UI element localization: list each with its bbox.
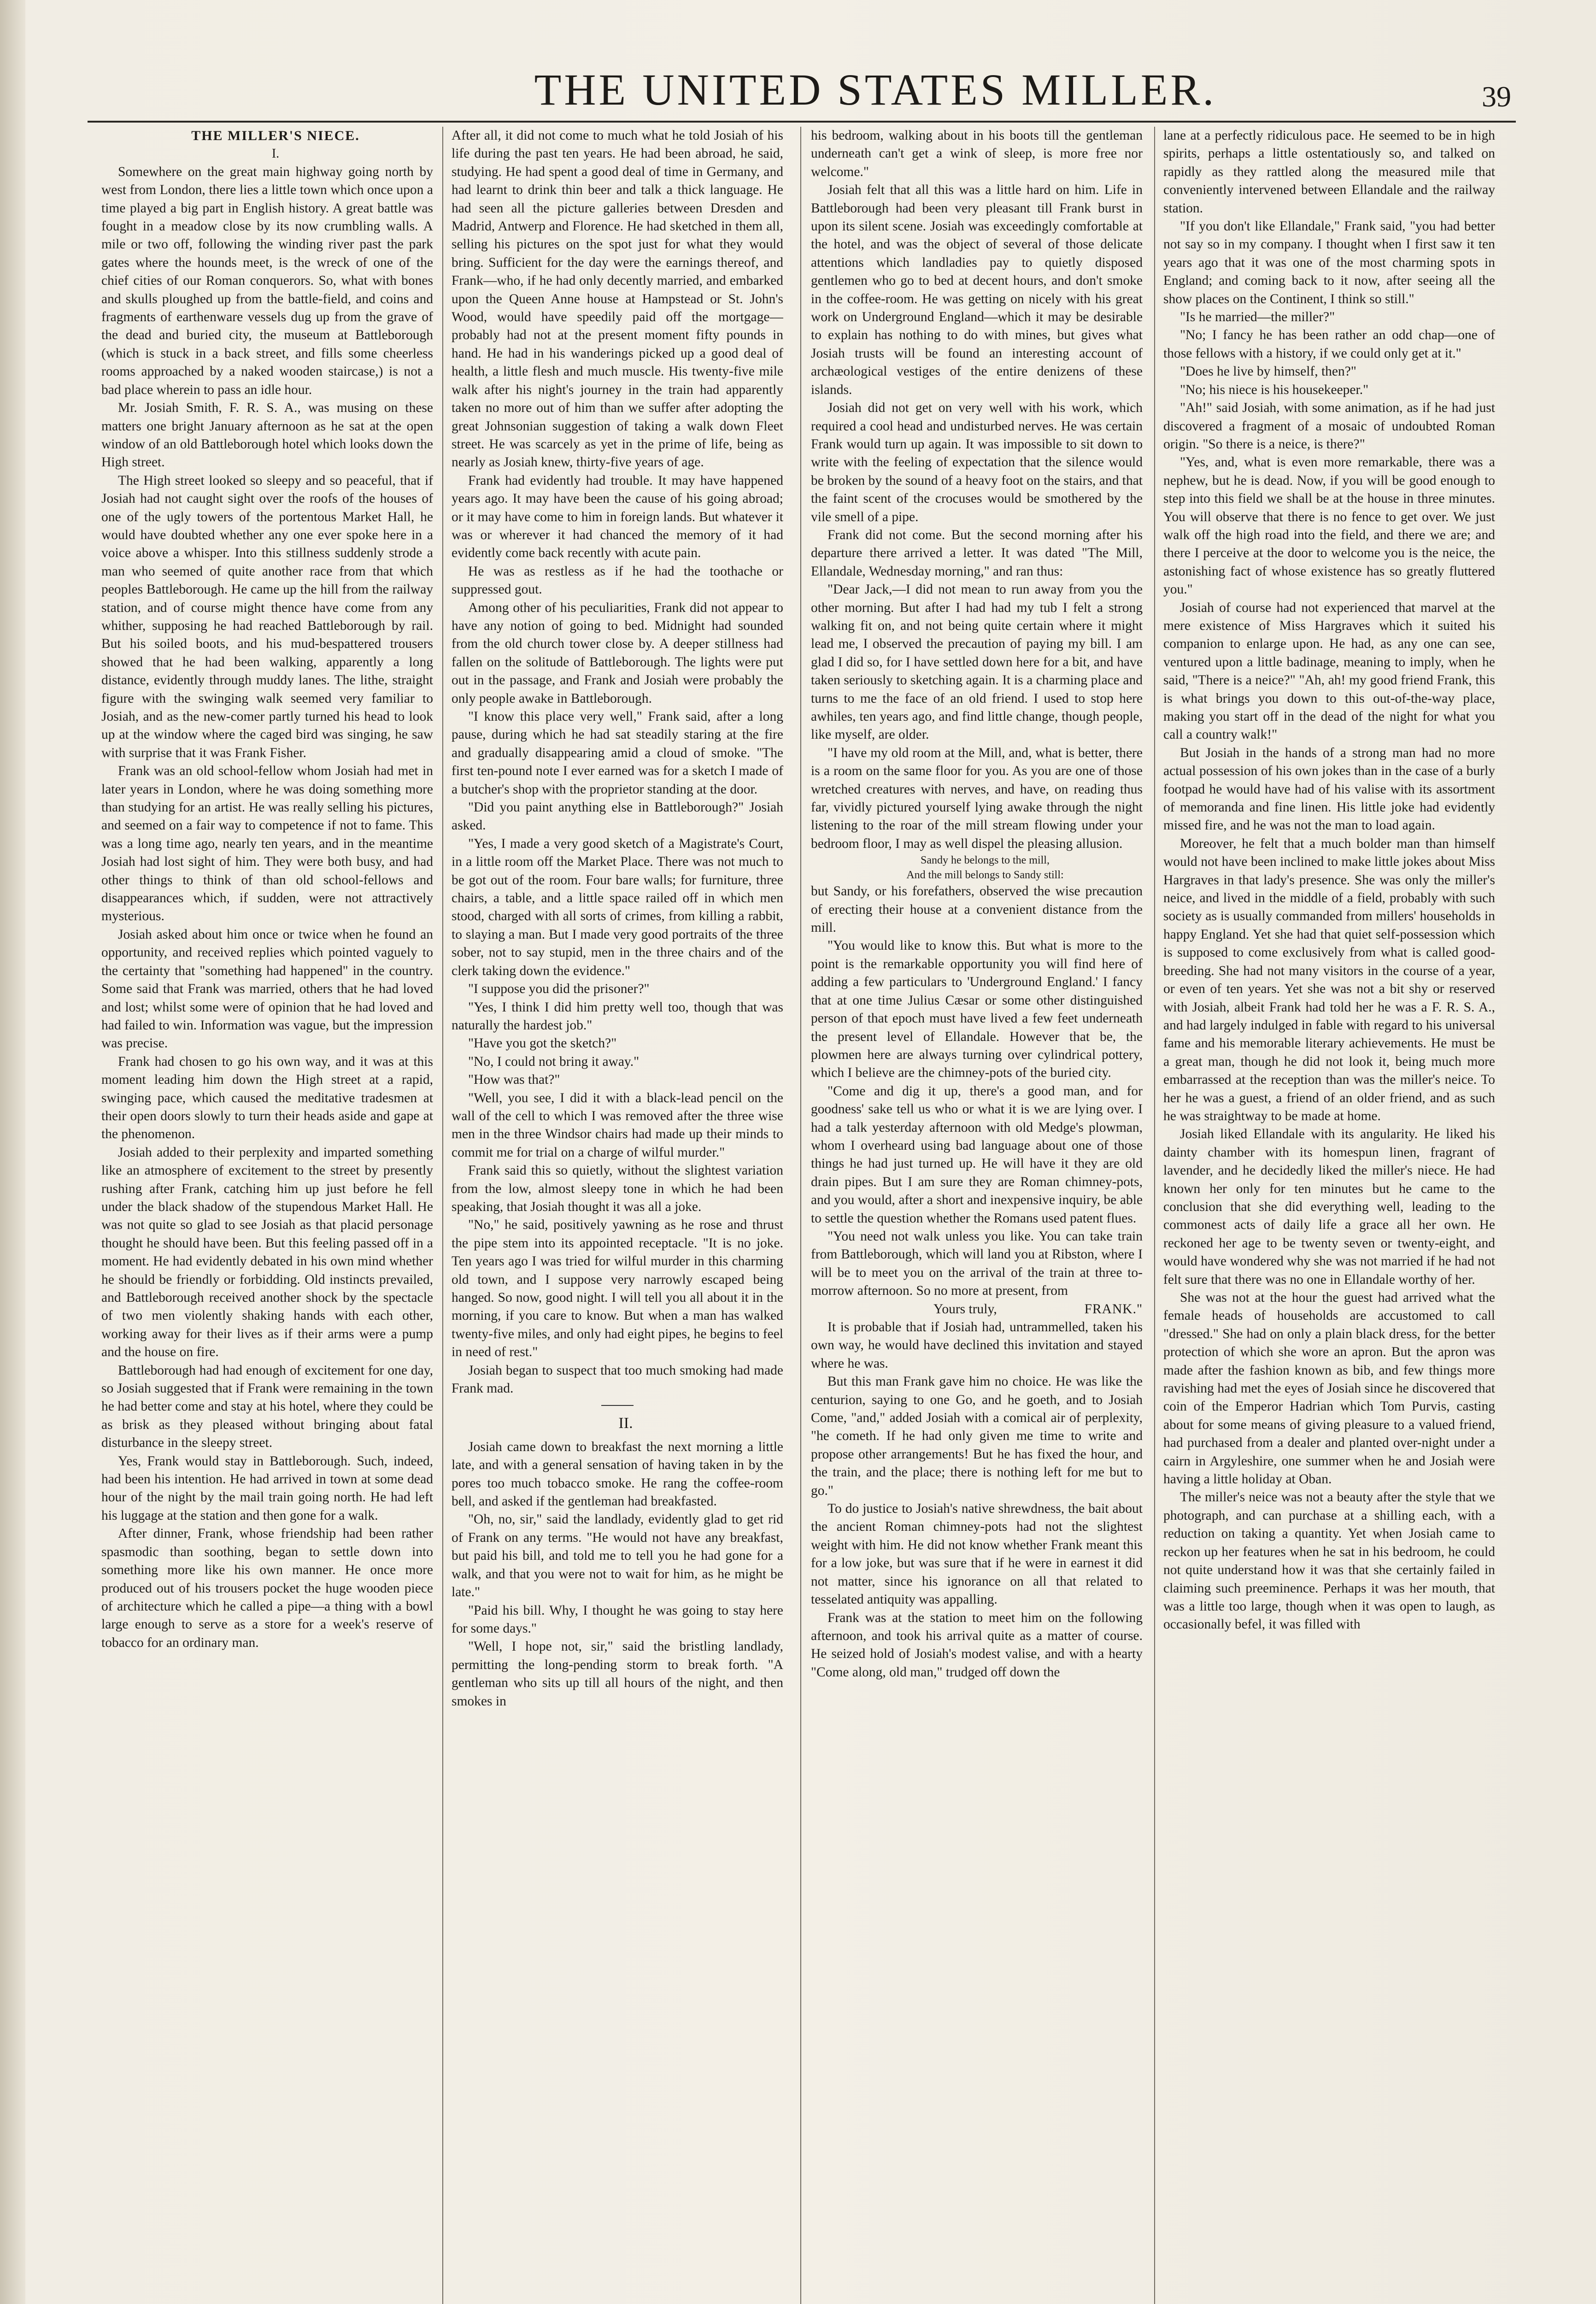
article-paragraph: "No; I fancy he has been rather an odd chap—one of those fellows with a history, if we could only get at it." [1163, 328, 1495, 361]
article-paragraph: "Did you paint anything else in Battleborough?" Josiah asked. [452, 800, 783, 833]
header-rule [88, 121, 1516, 123]
article-paragraph: "You would like to know this. But what is more to the point is the remarkable opportunity you will find here of adding a few particulars to 'Underground England.' I fancy that at one time Julius Cæsar or some other distinguished person of that epoch must have lived a few feet underneath the present level of Ellandale. However that be, the plowmen here are always turning over cylindrical pottery, which I believe are the chimney-pots of the buried city. [811, 938, 1143, 1081]
article-paragraph: Frank had chosen to go his own way, and it was at this moment leading him down the High street at a rapid, swinging pace, which caused the meditative tradesmen at their open doors slowly to turn their heads aside and gape at the phenomenon. [101, 1054, 433, 1142]
column-divider [800, 127, 801, 2304]
signoff-name: FRANK." [1084, 1301, 1143, 1317]
section-number-one: I. [271, 147, 280, 161]
article-paragraph: "No," he said, positively yawning as he rose and thrust the pipe stem into its appointed receptacle. "It is no joke. Ten years ago I was tried for wilful murder in this charming old town, and I suppose very narrowly escaped being hanged. So now, good night. I will tell you all about it in the morning, if you care to know. But when a man has walked twenty-five miles, and only had eight pipes, he begins to feel in need of rest." [452, 1217, 783, 1360]
article-paragraph: "You need not walk unless you like. You can take train from Battleborough, which will land you at Ribston, where I will be to meet you on the arrival of the train at three to-morrow afternoon. So no more at present, from [811, 1228, 1143, 1299]
article-paragraph: But this man Frank gave him no choice. He was like the centurion, saying to one Go, and he goeth, and to Josiah Come, "and," added Josiah with a comical air of perplexity, "he cometh. If he had only given me time to write and propose other arrangements! But he has fixed the hour, and the train, and the place; there is nothing left for me but to go." [811, 1374, 1143, 1498]
article-paragraph: Mr. Josiah Smith, F. R. S. A., was musing on these matters one bright January afternoon as he sat at the open window of an old Battleborough hotel which looks down the High street. [101, 400, 433, 470]
letter-signoff [811, 1300, 1143, 1318]
article-paragraph: Battleborough had had enough of excitement for one day, so Josiah suggested that if Frank were remaining in the town he had better come and stay at his hotel, where they could be as brisk as they pleased without bringing about fatal disturbance in the sleepy street. [101, 1363, 433, 1451]
article-paragraph: "Is he married—the miller?" [1180, 310, 1335, 325]
article-paragraph: "I know this place very well," Frank said, after a long pause, during which he had sat steadily staring at the fire and gradually disappearing amid a cloud of smoke. "The first ten-pound note I ever earned was for a sketch I made of a butcher's shop with the proprietor standing at the door. [452, 709, 783, 797]
article-paragraph: It is probable that if Josiah had, untrammelled, taken his own way, he would have declined this invitation and stayed where he was. [811, 1320, 1143, 1371]
article-paragraph: To do justice to Josiah's native shrewdness, the bait about the ancient Roman chimney-pots had not the slightest weight with him. He did not know whether Frank meant this for a low joke, but was sure that if he were in earnest it did not matter, since his ignorance on all that related to tesselated antiquity was appalling. [811, 1501, 1143, 1607]
article-paragraph: Frank was at the station to meet him on the following afternoon, and took his arrival quite as a matter of course. He seized hold of Josiah's modest valise, and with a hearty "Come along, old man," trudged off down the [811, 1610, 1143, 1680]
article-paragraph: But Josiah in the hands of a strong man had no more actual possession of his own jokes than in the case of a burly footpad he would have had of his valise with its assortment of memoranda and fine linen. His little joke had evidently missed fire, and he was not the man to load again. [1163, 745, 1495, 833]
column-divider [442, 127, 443, 2304]
section-number-two: II. [618, 1415, 633, 1432]
article-paragraph: Among other of his peculiarities, Frank did not appear to have any notion of going to bed. Midnight had sounded from the old church tower close by. A deeper stillness had fallen on the solitude of Battleborough. The lights were put out in the passage, and Frank and Josiah were probably the only people awake in Battleborough. [452, 600, 783, 706]
column-divider [1154, 127, 1155, 2304]
article-paragraph: Yes, Frank would stay in Battleborough. Such, indeed, had been his intention. He had arrived in town at some dead hour of the night by the mail train going north. He had left his luggage at the station and then gone for a walk. [101, 1453, 433, 1523]
article-paragraph: "Well, you see, I did it with a black-lead pencil on the wall of the cell to which I was removed after the three wise men in the three Windsor chairs had made up their minds to commit me for trial on a charge of wilful murder." [452, 1090, 783, 1160]
article-paragraph: Frank had evidently had trouble. It may have happened years ago. It may have been the cause of his going abroad; or it may have come to him in foreign lands. But whatever it was or wherever it had chanced the memory of it had evidently come back recently with acute pain. [452, 473, 783, 561]
article-paragraph: "Yes, and, what is even more remarkable, there was a nephew, but he is dead. Now, if you will be good enough to step into this field we shall be at the house in three minutes. You will observe that there is no fence to get over. We just walk off the high road into the field, and there we are; and there I perceive at the door to welcome you is the neice, the astonishing fact of whose existence has so greatly fluttered you." [1163, 455, 1495, 597]
column-1 [101, 127, 433, 2304]
article-paragraph: The miller's neice was not a beauty after the style that we photograph, and can purchase at a shilling each, with a reduction on taking a quantity. Yet when Josiah came to reckon up her features when he sat in his bedroom, he could not quite understand how it was that she certainly failed in claiming such preeminence. Perhaps it was her mouth, that was a little too large, though when it was open to laugh, as occasionally befel, it was filled with [1163, 1490, 1495, 1632]
article-paragraph: Somewhere on the great main highway going north by west from London, there lies a little town which once upon a time played a big part in English history. A great battle was fought in a meadow close by its now crumbling walls. A mile or two off, following the winding river past the park gates where the hounds meet, is the wreck of one of the chief cities of our Roman conquerors. So, what with bones and skulls ploughed up from the battle-field, and coins and fragments of earthenware vessels dug up from the grave of the dead and buried city, the museum at Battleborough (which is stuck in a back street, and fills some cheerless rooms approached by a naked wooden staircase,) is not a bad place wherein to pass an idle hour. [101, 164, 433, 397]
article-paragraph: "If you don't like Ellandale," Frank said, "you had better not say so in my company. I thought when I first saw it ten years ago that it was one of the most charming spots in England; and coming back to it now, after seeing all the show places on the Continent, I think so still." [1163, 219, 1495, 306]
article-paragraph: Frank was an old school-fellow whom Josiah had met in later years in London, where he was doing something more than studying for an artist. He was really selling his pictures, and seemed on a fair way to competence if not to fame. This was a long time ago, nearly ten years, and in the meantime Josiah had lost sight of him. They were both busy, and had other things to think of than old school-fellows and disappearances which, if sudden, were not attractively mysterious. [101, 764, 433, 924]
verse-line: Sandy he belongs to the mill, [921, 854, 1050, 867]
article-paragraph: his bedroom, walking about in his boots till the gentleman underneath can't get a wink of sleep, is more free nor welcome." [811, 128, 1143, 179]
article-paragraph: "Well, I hope not, sir," said the bristling landlady, permitting the long-pending storm to break forth. "A gentleman who sits up till all hours of the night, and then smokes in [452, 1639, 783, 1709]
column-2-body-continued [452, 1438, 783, 1710]
article-paragraph: Josiah liked Ellandale with its angularity. He liked his dainty chamber with its homespun linen, fragrant of lavender, and he decidedly liked the miller's niece. He had known her only for ten minutes but he came to the conclusion that she did everything well, leading to the commonest acts of daily life a grace all her own. He reckoned her age to be twenty seven or twenty-eight, and would have wondered why she was not married if he had not felt sure that there was no one in Ellandale worthy of her. [1163, 1127, 1495, 1287]
article-paragraph: but Sandy, or his forefathers, observed the wise precaution of erecting their house at a convenient distance from the mill. [811, 884, 1143, 935]
article-paragraph: Josiah began to suspect that too much smoking had made Frank mad. [452, 1363, 783, 1396]
verse-line: And the mill belongs to Sandy still: [906, 869, 1064, 882]
column-4 [1163, 127, 1495, 2304]
article-paragraph: lane at a perfectly ridiculous pace. He seemed to be in high spirits, perhaps a little ostentatiously so, and talked on rapidly as they rattled along the measured mile that conveniently intervened between Ellandale and the railway station. [1163, 128, 1495, 216]
article-paragraph: "Dear Jack,—I did not mean to run away from you the other morning. But after I had had my tub I felt a strong walking fit on, and not being quite certain where it might lead me, I observed the precaution of paying my bill. I am glad I did so, for I have settled down here for a bit, and have taken seriously to sketching again. It is a charming place and turns to me the face of an old friend. I used to stop here awhiles, ten years ago, and find little change, though people, like myself, are older. [811, 582, 1143, 742]
column-3-body [811, 127, 1143, 853]
article-paragraph: Josiah felt that all this was a little hard on him. Life in Battleborough had been very pleasant till Frank burst in upon its silent scene. Josiah was exceedingly comfortable at the hotel, and was the object of several of those delicate attentions which landladies pay to quietly disposed gentlemen who go to bed at decent hours, and don't smoke in the coffee-room. He was getting on nicely with his great work on Underground England—which it may be desirable to explain has nothing to do with mines, but gives what Josiah trusts will be found an interesting account of archæological vestiges of the entire denizens of these islands. [811, 182, 1143, 397]
article-paragraph: "No; his niece is his housekeeper." [1180, 382, 1369, 397]
article-paragraph: Josiah came down to breakfast the next morning a little late, and with a general sensation of having taken in by the pores too much tobacco smoke. He rang the coffee-room bell, and asked if the gentleman had breakfasted. [452, 1439, 783, 1509]
article-paragraph: "Yes, I made a very good sketch of a Magistrate's Court, in a little room off the Market Place. There was not much to be got out of the room. Four bare walls; for furniture, three chairs, a table, and a little space railed off in which men stood, charged with all sorts of crimes, from killing a rabbit, to slaying a man. But I made very good portraits of the three sober, not to say stupid, men in the three chairs and of the clerk taking down the evidence." [452, 836, 783, 978]
article-paragraph: "Have you got the sketch?" [468, 1036, 617, 1051]
column-3-body-continued [811, 882, 1143, 1300]
article-paragraph: The High street looked so sleepy and so peaceful, that if Josiah had not caught sight over the roofs of the houses of one of the ugly towers of the portentous Market Hall, he would have doubted whether any one ever spoke here in a voice above a whisper. Into this stillness suddenly strode a man who seemed of quite another race from that which peoples Battleborough. He came up the hill from the railway station, and of course might thence have come from any whither, supposing he had reached Battleborough by rail. But his soiled boots, and his mud-bespattered trousers showed that he had been walking, apparently a long distance, evidently through muddy lanes. The lithe, straight figure with the swinging walk seemed very familiar to Josiah, and as the new-comer partly turned his head to look up at the window where the caged bird was singing, he saw with surprise that it was Frank Fisher. [101, 473, 433, 760]
article-paragraph: Josiah added to their perplexity and imparted something like an atmosphere of excitement to the street by presently rushing after Frank, catching him up just before he fell under the black shadow of the stupendous Market Hall. He was not quite so glad to see Josiah as that placid personage thought he should have been. But this feeling passed off in a moment. He had evidently debated in his own mind whether he should be friendly or forbidding. Old instincts prevailed, and Battleborough received another shock by the spectacle of two men violently shaking hands with each other, working away for their lives as if their arms were a pump and the house on fire. [101, 1145, 433, 1360]
article-paragraph: Frank did not come. But the second morning after his departure there arrived a letter. It was dated "The Mill, Ellandale, Wednesday morning," and ran thus: [811, 527, 1143, 579]
section-rule [601, 1405, 634, 1406]
article-paragraph: "Paid his bill. Why, I thought he was going to stay here for some days." [452, 1603, 783, 1636]
column-1-body [101, 163, 433, 1652]
column-2 [452, 127, 783, 2304]
article-paragraph: "I have my old room at the Mill, and, what is better, there is a room on the same floor for you. As you are one of those wretched creatures with nerves, and have, on reading thus far, vividly pictured yourself lying awake through the night listening to the roar of the mill stream flowing under your bedroom floor, I may as well dispel the pleasing allusion. [811, 745, 1143, 851]
article-paragraph: "Ah!" said Josiah, with some animation, as if he had just discovered a fragment of a mosaic of undoubted Roman origin. "So there is a neice, is there?" [1163, 400, 1495, 452]
binding-gutter [0, 0, 25, 2304]
story-title: THE MILLER'S NIECE. [191, 128, 360, 143]
column-3 [811, 127, 1143, 2304]
signoff-closing: Yours truly, [933, 1301, 997, 1317]
article-paragraph: "How was that?" [468, 1072, 560, 1087]
article-paragraph: He was as restless as if he had the toothache or suppressed gout. [452, 564, 783, 597]
article-paragraph: Josiah asked about him once or twice when he found an opportunity, and received replies which pointed vaguely to the certainty that "something had happened" in the country. Some said that Frank was married, others that he had loved and lost; whilst some were of opinion that he had loved and had failed to win. Information was vague, but the impression was precise. [101, 927, 433, 1051]
article-paragraph: "No, I could not bring it away." [468, 1054, 640, 1069]
article-paragraph: "Does he live by himself, then?" [1180, 364, 1356, 379]
article-paragraph: After dinner, Frank, whose friendship had been rather spasmodic than soothing, began to settle down into something more like his own manner. He once more produced out of his trousers pocket the huge wooden piece of architecture which he called a pipe—a thing with a bowl large enough to serve as a store for a week's reserve of tobacco for an ordinary man. [101, 1526, 433, 1650]
article-paragraph: "Oh, no, sir," said the landlady, evidently glad to get rid of Frank on any terms. "He would not have any breakfast, but paid his bill, and told me to tell you he had gone for a walk, and that you were not to wait for him, as he might be late." [452, 1512, 783, 1600]
page-number: 39 [1482, 80, 1511, 113]
article-paragraph: Frank said this so quietly, without the slightest variation from the low, almost sleepy tone in which he had been speaking, that Josiah thought it was all a joke. [452, 1163, 783, 1214]
masthead: THE UNITED STATES MILLER. [534, 65, 1217, 114]
article-paragraph: "Come and dig it up, there's a good man, and for goodness' sake tell us who or what it is we are lying over. I had a talk yesterday afternoon with old Medge's plowman, whom I overheard using bad language about one of those things he had just turned up. He will have it they are old drain pipes. But I am sure they are Roman chimney-pots, and you would, after a short and inexpensive inquiry, be able to settle the question whether the Romans used patent flues. [811, 1083, 1143, 1226]
article-paragraph: Josiah of course had not experienced that marvel at the mere existence of Miss Hargraves which it suited his companion to enlarge upon. He had, as any one can see, ventured upon a little badinage, meaning to imply, when he said, "There is a neice?" "Ah, ah! my good friend Frank, this is what brings you down to this out-of-the-way place, making you start off in the dead of the night for what you call a country walk!" [1163, 600, 1495, 742]
column-3-body-final [811, 1318, 1143, 1681]
column-4-body [1163, 127, 1495, 1634]
article-paragraph: She was not at the hour the guest had arrived what the female heads of households are accustomed to call "dressed." She had on only a plain black dress, for the better protection of which she wore an apron. But the apron was made after the fashion known as bib, and few things more ravishing had met the eyes of Josiah since he discovered that coin of the Emperor Hadrian which Tom Purvis, casting about for some means of giving pleasure to a valued friend, had purchased from a dealer and planted over-night under a cairn in Argyleshire, one summer when he and Josiah were having a little holiday at Oban. [1163, 1290, 1495, 1487]
article-paragraph: "Yes, I think I did him pretty well too, though that was naturally the hardest job." [452, 999, 783, 1033]
article-paragraph: "I suppose you did the prisoner?" [468, 982, 650, 997]
article-paragraph: After all, it did not come to much what he told Josiah of his life during the past ten years. He had been abroad, he said, studying. He had spent a good deal of time in Germany, and had learnt to drink thin beer and talk a thick language. He had seen all the picture galleries between Dresden and Madrid, Antwerp and Florence. He had sketched in them all, selling his pictures on the spot just for what they would bring. Sufficient for the day were the earnings thereof, and Frank—who, if he had only decently married, and embarked upon the Queen Anne house at Hampstead or St. John's Wood, would have speedily paid off the mortgage—probably had not at the present moment fifty pounds in hand. He had in his wanderings picked up a good deal of health, a little flesh and much muscle. His twenty-five mile walk after his night's journey in the train had apparently taken no more out of him than we suffer after adopting the great Johnsonian suggestion of taking a walk down Fleet street. He was scarcely as yet in the prime of life, being as nearly as Josiah knew, thirty-five years of age. [452, 128, 783, 470]
article-paragraph: Moreover, he felt that a much bolder man than himself would not have been inclined to make little jokes about Miss Hargraves in that lady's presence. She was only the miller's neice, and lived in the middle of a field, probably with such society as is usually commanded from millers' households in happy England. Yet she had that quiet self-possession which is supposed to come exclusively from what is called good-breeding. She had not many visitors in the course of a year, or even of ten years. Yet she was not a bit shy or reserved with Josiah, albeit Frank had told her he was a F. R. S. A., and had largely indulged in fable with regard to his universal fame and his memorable literary achievements. He must be a great man, though he did not look it, being much more embarrassed at the reception than was the miller's neice. To her he was a guest, a friend of an older friend, and as such he was straightway to be made at home. [1163, 836, 1495, 1123]
column-2-body [452, 127, 783, 1398]
article-paragraph: Josiah did not get on very well with his work, which required a cool head and undisturbed nerves. He was certain Frank would turn up again. It was impossible to sit down to write with the feeling of expectation that the silence would be broken by the sound of a heavy foot on the stairs, and that the faint scent of the crocuses would be smothered by the vile smell of a pipe. [811, 400, 1143, 524]
